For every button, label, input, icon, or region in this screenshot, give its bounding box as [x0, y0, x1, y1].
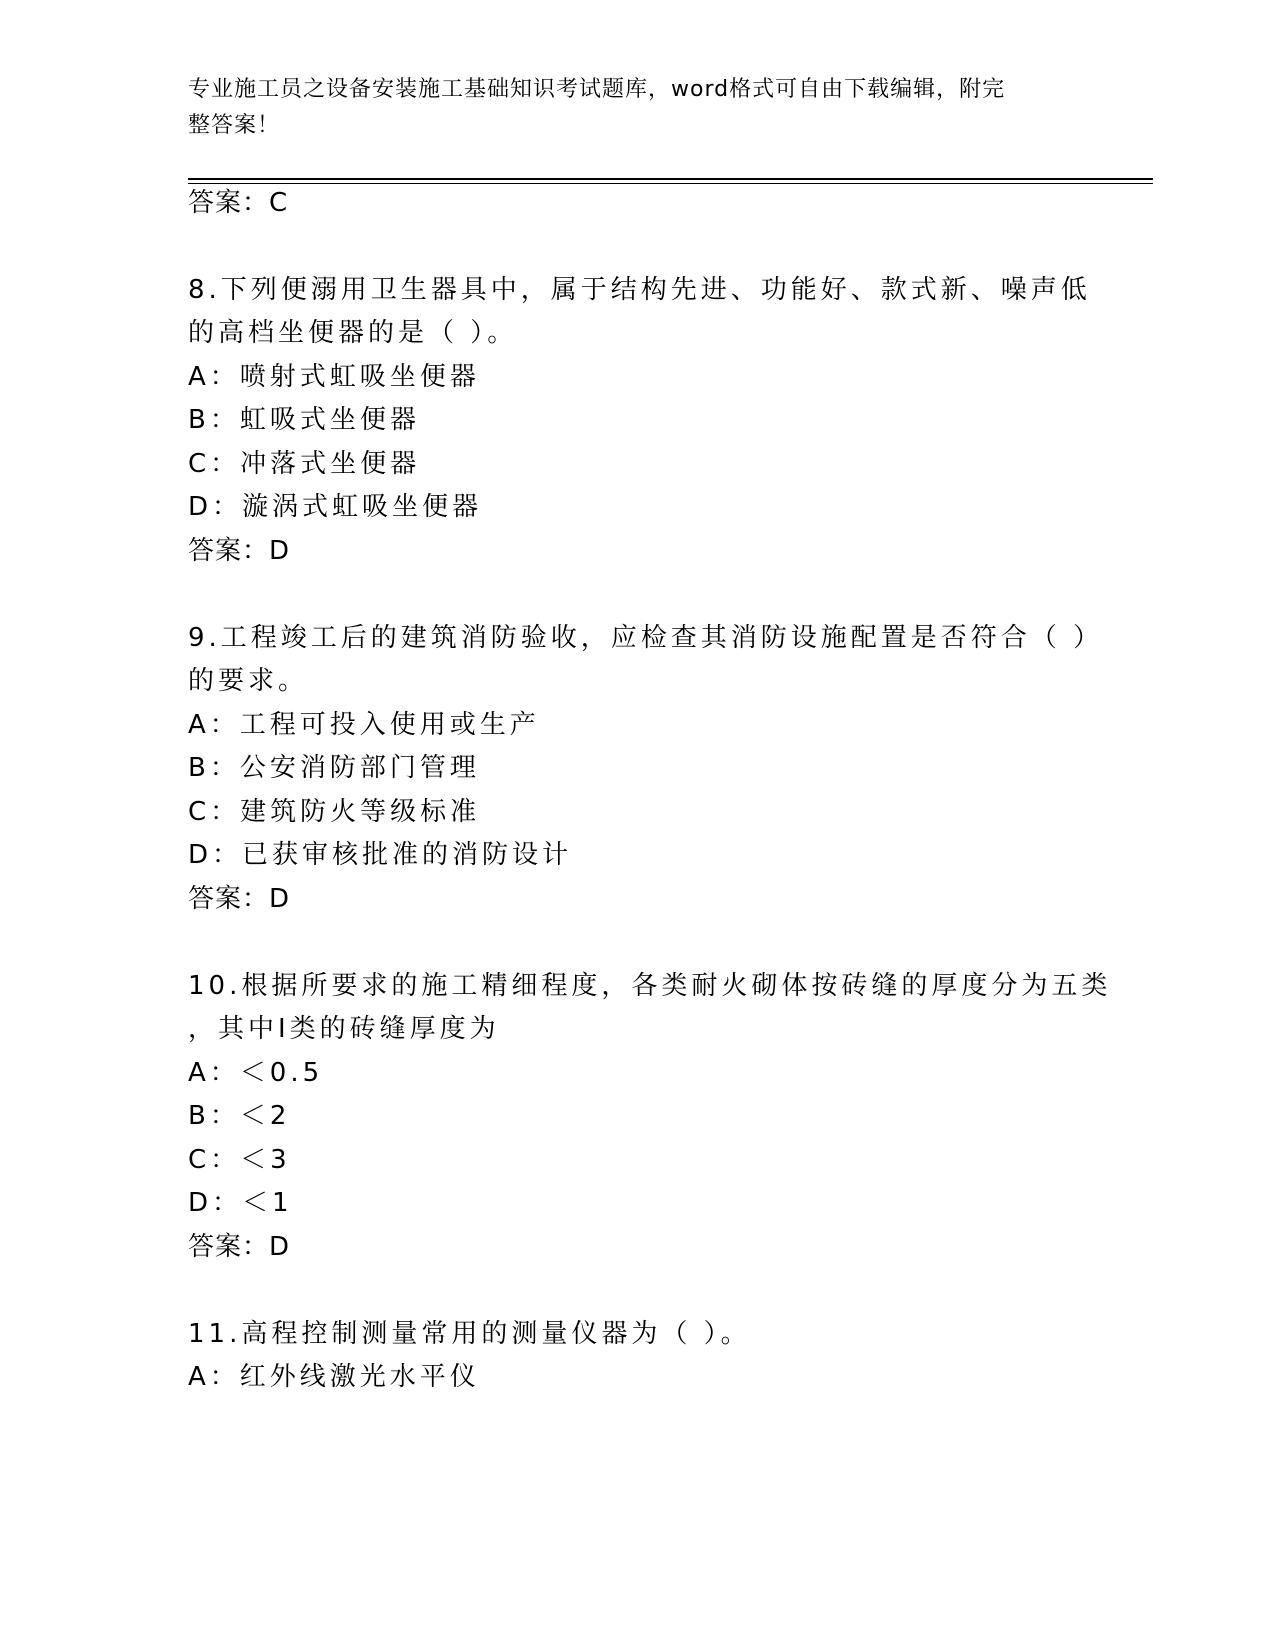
header-rule-thick [188, 178, 1153, 180]
question-10-stem: 10.根据所要求的施工精细程度，各类耐火砌体按砖缝的厚度分为五类 [188, 971, 1112, 1001]
question-9-stem-cont: 的要求。 [188, 666, 309, 696]
question-9-stem: 9.工程竣工后的建筑消防验收，应检查其消防设施配置是否符合（ ） [188, 623, 1104, 653]
question-9-option-d: D：已获审核批准的消防设计 [188, 840, 573, 870]
question-9-option-a: A：工程可投入使用或生产 [188, 710, 540, 740]
question-8-option-c: C：冲落式坐便器 [188, 449, 421, 479]
question-11-stem: 11.高程控制测量常用的测量仪器为（ ）。 [188, 1319, 751, 1349]
question-10-stem-cont: ，其中Ⅰ类的砖缝厚度为 [188, 1014, 500, 1044]
question-8-stem: 8.下列便溺用卫生器具中，属于结构先进、功能好、款式新、噪声低 [188, 275, 1091, 305]
question-8-answer: 答案：D [188, 536, 291, 566]
question-8-option-a: A：喷射式虹吸坐便器 [188, 362, 480, 392]
question-9-option-c: C：建筑防火等级标准 [188, 797, 481, 827]
question-10-option-b: B：＜2 [188, 1101, 291, 1131]
answer-line: 答案：C [188, 188, 289, 218]
question-10-option-a: A：＜0.5 [188, 1058, 324, 1088]
header-line-1: 专业施工员之设备安装施工基础知识考试题库，word格式可自由下载编辑，附完 [188, 77, 1006, 102]
document-header [188, 72, 1068, 144]
header-rule-thin [188, 183, 1153, 184]
question-9-answer: 答案：D [188, 884, 291, 914]
header-line-2: 整答案！ [188, 113, 281, 138]
question-11-option-a: A：红外线激光水平仪 [188, 1362, 480, 1392]
question-8-option-b: B：虹吸式坐便器 [188, 405, 420, 435]
question-10-answer: 答案：D [188, 1232, 291, 1262]
question-10-option-c: C：＜3 [188, 1145, 291, 1175]
question-8-stem-cont: 的高档坐便器的是（ ）。 [188, 318, 518, 348]
question-8-option-d: D：漩涡式虹吸坐便器 [188, 492, 483, 522]
question-9-option-b: B：公安消防部门管理 [188, 753, 480, 783]
question-10-option-d: D：＜1 [188, 1188, 293, 1218]
